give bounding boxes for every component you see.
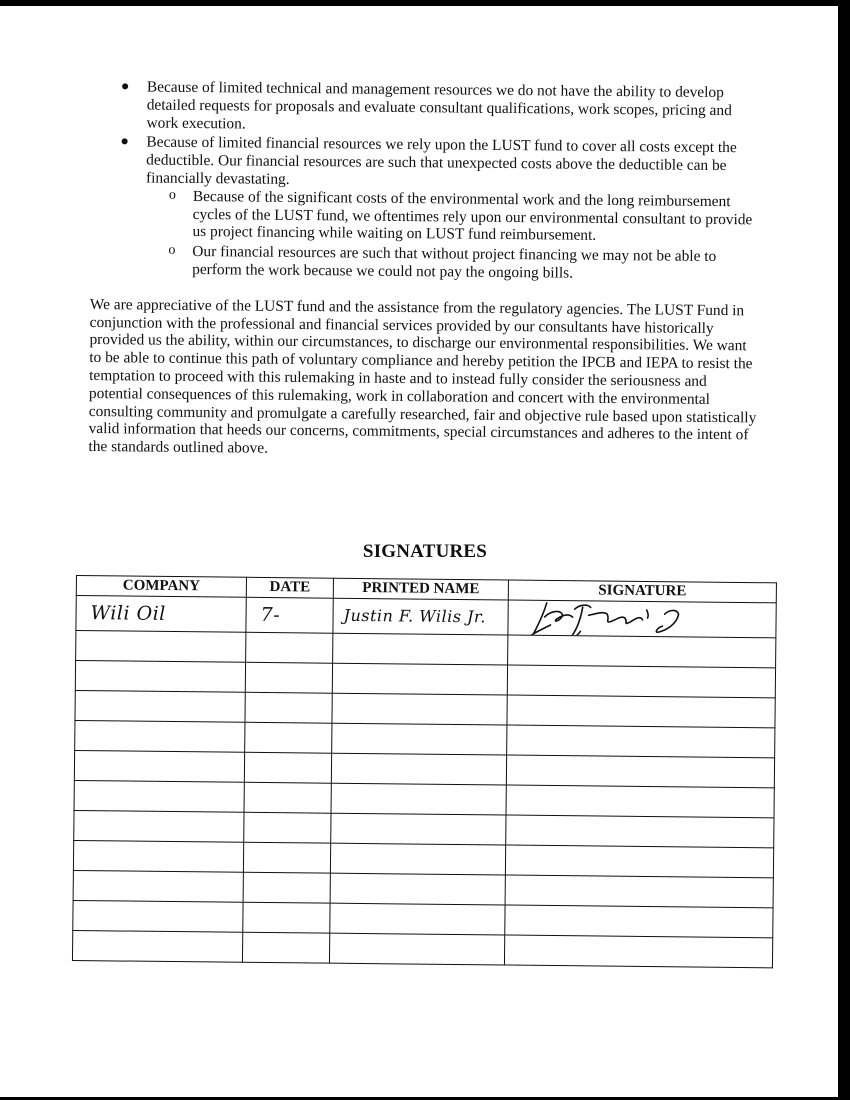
date-cell[interactable] [245, 722, 332, 753]
company-cell[interactable] [74, 780, 244, 812]
company-cell[interactable] [75, 690, 245, 722]
date-cell[interactable] [246, 632, 333, 663]
date-cell[interactable] [243, 872, 330, 903]
sub-bullet-text: Because of the significant costs of the environmental work and the long reimbursement cycles of the LUST fund, we oftentimes rely upon our environmental consultant to provide us project financing while waiting on LUST fund reimbursement. [192, 187, 753, 245]
hollow-circle-icon: o [168, 242, 176, 258]
signature-cell[interactable] [507, 665, 775, 698]
header-signature: SIGNATURE [508, 580, 776, 603]
scan-edge-top [0, 0, 850, 6]
bullet-item [91, 78, 763, 138]
signature-cell[interactable] [505, 875, 773, 908]
handwritten-company: Wili Oil [90, 602, 166, 625]
signature-cell[interactable] [506, 785, 774, 818]
header-company: COMPANY [76, 576, 246, 598]
handwritten-signature-image [516, 600, 717, 638]
signatures-heading: SIGNATURES [362, 541, 488, 562]
printed-name-cell[interactable] [330, 843, 505, 875]
signature-cell[interactable] [506, 815, 774, 848]
date-cell[interactable] [245, 662, 332, 693]
date-cell[interactable] [244, 752, 331, 783]
bullet-list [90, 78, 764, 284]
sub-bullet-text: Our financial resources are such that without project financing we may not be able to perform the work because we could not pay the ongoing bills. [192, 243, 717, 282]
date-cell[interactable] [245, 692, 332, 723]
company-cell[interactable] [72, 930, 242, 962]
date-cell[interactable] [244, 812, 331, 843]
bullet-text: Because of limited technical and management resources we do not have the ability to develop detailed requests for proposals and evaluate consultant qualifications, work scopes, pricing and work execution. [146, 78, 732, 133]
company-cell[interactable] [73, 900, 243, 932]
body-content [88, 78, 764, 462]
printed-name-cell[interactable] [333, 598, 508, 635]
signature-cell[interactable] [505, 905, 773, 938]
printed-name-cell[interactable] [330, 873, 505, 905]
printed-name-cell[interactable] [331, 813, 506, 845]
company-cell[interactable] [75, 661, 245, 693]
company-cell[interactable] [75, 720, 245, 752]
signature-table [72, 575, 777, 968]
printed-name-cell[interactable] [329, 933, 504, 965]
printed-name-cell[interactable] [333, 633, 508, 665]
date-cell[interactable] [246, 597, 333, 633]
hollow-circle-icon: o [168, 187, 176, 203]
signature-cell[interactable] [504, 935, 772, 968]
bullet-text: Because of limited financial resources we rely upon the LUST fund to cover all costs except the deductible. Our financial resources are such that unexpected costs above the deductible can be financially devastating. [145, 133, 737, 188]
sub-bullet-item [145, 187, 762, 246]
signature-table-wrapper [72, 575, 776, 968]
header-printed-name: PRINTED NAME [333, 578, 508, 600]
header-date: DATE [246, 577, 333, 598]
signature-cell[interactable] [508, 600, 776, 638]
signature-cell[interactable] [507, 695, 775, 728]
handwritten-date: 7- [260, 603, 281, 627]
table-row [72, 930, 772, 967]
printed-name-cell[interactable] [332, 693, 507, 725]
signature-cell[interactable] [507, 725, 775, 758]
company-cell[interactable] [76, 631, 246, 663]
sub-bullet-item [145, 243, 762, 285]
sub-bullet-list [145, 187, 763, 284]
signature-cell[interactable] [508, 635, 776, 668]
printed-name-cell[interactable] [331, 753, 506, 785]
company-cell[interactable] [76, 596, 246, 633]
bullet-dot-icon: ● [120, 79, 130, 95]
company-cell[interactable] [74, 750, 244, 782]
date-cell[interactable] [242, 932, 329, 963]
printed-name-cell[interactable] [331, 783, 506, 815]
company-cell[interactable] [73, 870, 243, 902]
date-cell[interactable] [243, 842, 330, 873]
printed-name-cell[interactable] [332, 663, 507, 695]
date-cell[interactable] [244, 782, 331, 813]
printed-name-cell[interactable] [332, 723, 507, 755]
bullet-dot-icon: ● [120, 134, 129, 150]
bullet-item [90, 133, 763, 284]
printed-name-cell[interactable] [330, 903, 505, 935]
handwritten-printed-name: Justin F. Wilis Jr. [343, 605, 487, 627]
company-cell[interactable] [73, 840, 243, 872]
signature-cell[interactable] [505, 845, 773, 878]
date-cell[interactable] [243, 902, 330, 933]
company-cell[interactable] [74, 810, 244, 842]
signature-cell[interactable] [506, 755, 774, 788]
appreciation-paragraph: We are appreciative of the LUST fund and the assistance from the regulatory agencies. The LUST Fund in conjunction with the professional and financial services provided by our consultants have historically provided us the ability, within our circumstances, to discharge our environmental responsibilities. We want to be able to continue this path of voluntary compliance and hereby petition the IPCB and IEPA to resist the temptation to proceed with this rulemaking in haste and to instead fully consider the seriousness and potential consequences of this rulemaking, work in collaboration and concert with the environmental consulting community and promulgate a carefully researched, fair and objective rule based upon statistically valid information that heeds our concerns, commitments, special circumstances and adheres to the intent of the standards outlined above. [88, 295, 757, 457]
